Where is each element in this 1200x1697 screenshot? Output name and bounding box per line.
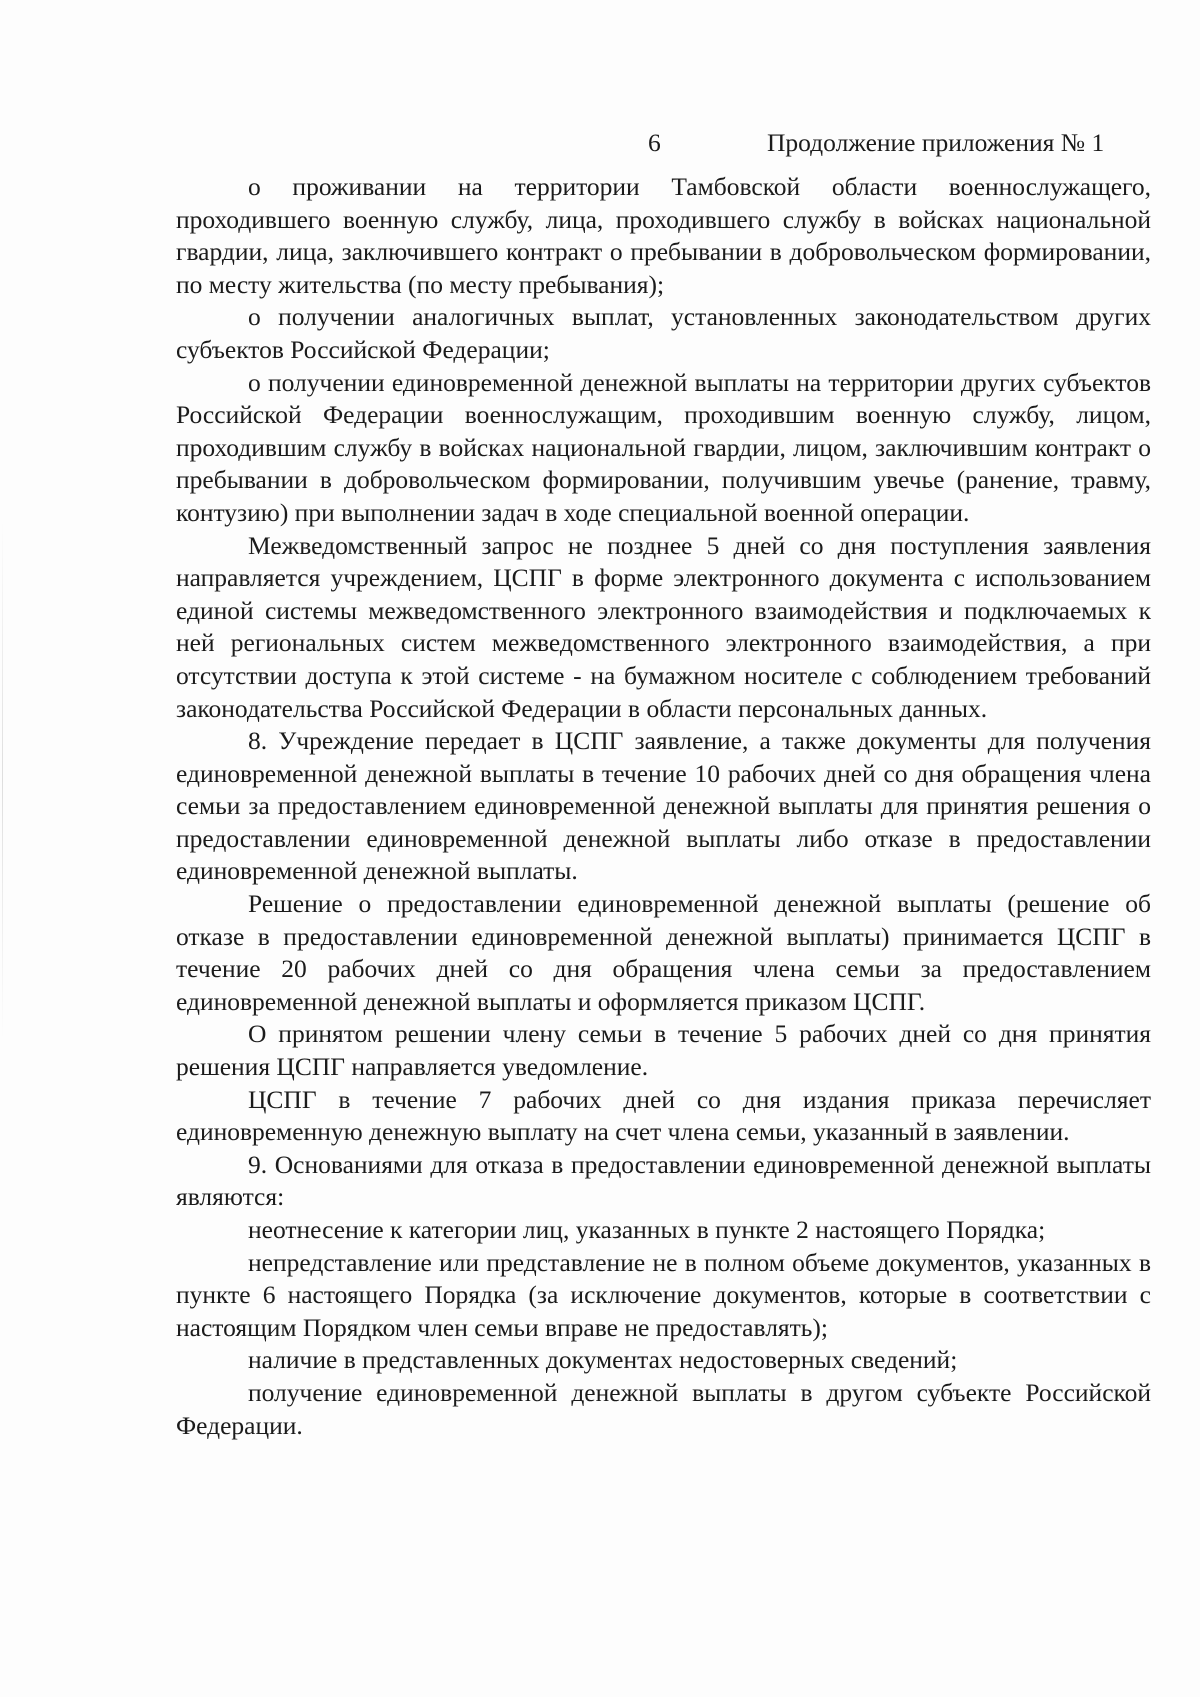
paragraph: о получении аналогичных выплат, установленных законодательством других субъектов Российской Федерации; (176, 302, 1151, 364)
document-body (176, 171, 1151, 1442)
paragraph: Межведомственный запрос не позднее 5 дней со дня поступления заявления направляется учреждением, ЦСПГ в форме электронного документа с использованием единой системы межведомственного электронного взаимодействия и подключаемых к ней региональных систем межведомственного электронного взаимодействия, а при отсутствии доступа к этой системе - на бумажном носителе с соблюдением требований законодательства Российской Федерации в области персональных данных. (176, 530, 1151, 723)
paragraph: непредставление или представление не в полном объеме документов, указанных в пункте 6 настоящего Порядка (за исключение документов, которые в соответствии с настоящим Порядком член семьи вправе не предоставлять); (176, 1247, 1151, 1342)
paragraph: О принятом решении члену семьи в течение 5 рабочих дней со дня принятия решения ЦСПГ направляется уведомление. (176, 1019, 1151, 1082)
page-header (0, 128, 1200, 162)
paragraph: неотнесение к категории лиц, указанных в пункте 2 настоящего Порядка; (248, 1215, 1046, 1244)
scan-edge-shadow (2, 520, 3, 1040)
paragraph: 8. Учреждение передает в ЦСПГ заявление, а также документы для получения единовременной денежной выплаты в течение 10 рабочих дней со дня обращения члена семьи за предоставлением единовременной денежной выплаты для принятия решения о предоставлении единовременной денежной выплаты либо отказе в предоставлении единовременной денежной выплаты. (176, 726, 1151, 886)
paragraph: Решение о предоставлении единовременной денежной выплаты (решение об отказе в предоставлении единовременной денежной выплаты) принимается ЦСПГ в течение 20 рабочих дней со дня обращения члена семьи за предоставлением единовременной денежной выплаты и оформляется приказом ЦСПГ. (176, 889, 1151, 1016)
paragraph: о получении единовременной денежной выплаты на территории других субъектов Российской Федерации военнослужащим, проходившим военную службу, лицом, проходившим службу в войсках национальной гвардии, лицом, заключившим контракт о пребывании в добровольческом формировании, получившим увечье (ранение, травму, контузию) при выполнении задач в ходе специальной военной операции. (176, 367, 1151, 527)
paragraph: наличие в представленных документах недостоверных сведений; (248, 1345, 958, 1375)
paragraph: о проживании на территории Тамбовской области военнослужащего, проходившего военную службу, лица, проходившего службу в войсках национальной гвардии, лица, заключившего контракт о пребывании в добровольческом формировании, по месту жительства (по месту пребывания); (176, 172, 1151, 299)
appendix-continuation-label: Продолжение приложения № 1 (767, 128, 1105, 157)
paragraph: ЦСПГ в течение 7 рабочих дней со дня издания приказа перечисляет единовременную денежную выплату на счет члена семьи, указанный в заявлении. (176, 1084, 1151, 1147)
page-number: 6 (648, 128, 661, 157)
paragraph: получение единовременной денежной выплаты в другом субъекте Российской Федерации. (176, 1377, 1151, 1440)
paragraph: 9. Основаниями для отказа в предоставлении единовременной денежной выплаты являются: (176, 1149, 1151, 1212)
